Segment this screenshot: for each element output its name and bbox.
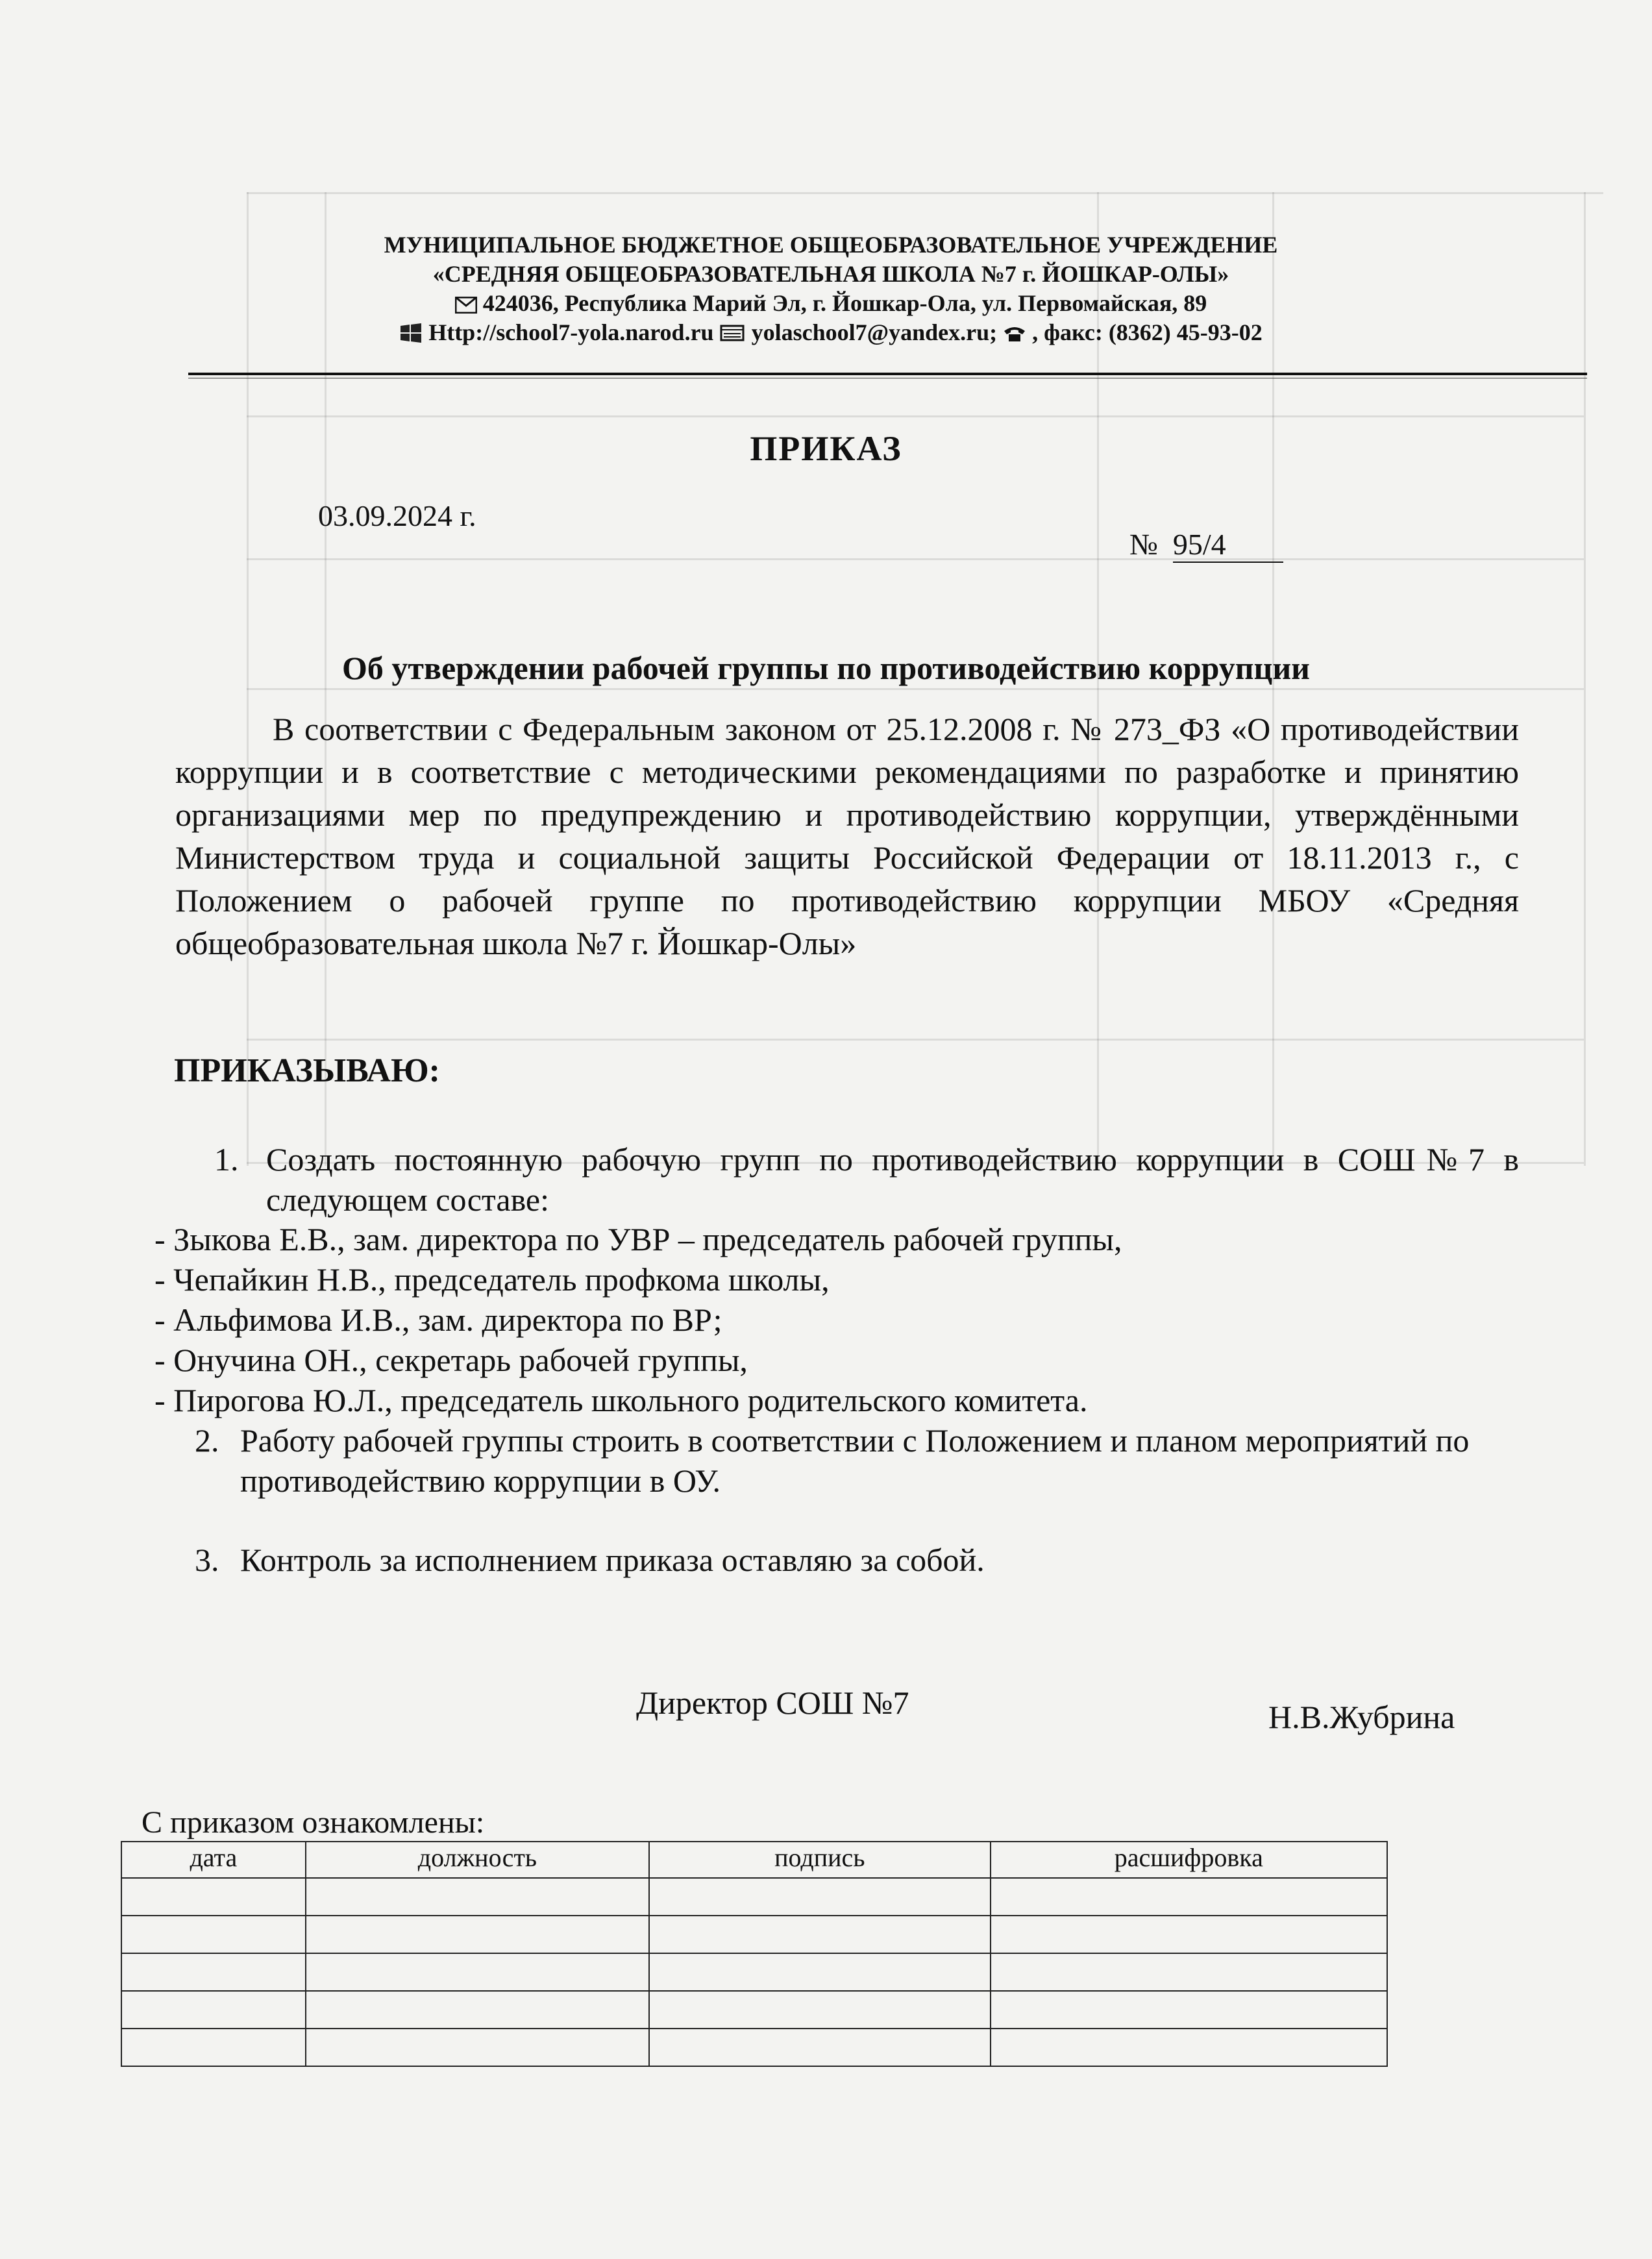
member-item: - Альфимова И.В., зам. директора по ВР; <box>154 1302 722 1338</box>
item-text: Работу рабочей группы строить в соответствии с Положением и планом мероприятий по противодействию коррупции в ОУ. <box>240 1422 1470 1499</box>
org-contacts <box>195 318 1467 349</box>
item-number: 1. <box>214 1141 239 1178</box>
address-text: 424036, Республика Марий Эл, г. Йошкар-Ола, ул. Первомайская, 89 <box>482 290 1207 316</box>
preamble-paragraph: В соответствии с Федеральным законом от 25.12.2008 г. № 273_ФЗ «О противодействии коррупции и в соответствие с методическими рекомендациями по разработке и принятию организациями мер по предупреждению и противодействию коррупции, утверждёнными Министерством труда и социальной защиты Российской Федерации от 18.11.2013 г., с Положением о рабочей группе по противодействию коррупции МБОУ «Средняя общеобразовательная школа №7 г. Йошкар-Олы» <box>175 711 1519 961</box>
item-text: Создать постоянную рабочую групп по противодействию коррупции в СОШ№7 в следующем составе: <box>266 1141 1519 1218</box>
header-divider <box>188 373 1587 375</box>
document-title: ПРИКАЗ <box>750 429 902 468</box>
table-header-row <box>121 1842 1387 1878</box>
fax-text: , факс: (8362) 45-93-02 <box>1032 319 1263 345</box>
org-address <box>195 289 1467 320</box>
order-item-2 <box>195 1420 1525 1501</box>
column-header-position: должность <box>306 1842 649 1878</box>
order-subject: Об утверждении рабочей группы по противодействию коррупции <box>342 650 1310 686</box>
table-row <box>121 1991 1387 2029</box>
table-row <box>121 1878 1387 1916</box>
item-text: Контроль за исполнением приказа оставляю за собой. <box>240 1542 985 1578</box>
item-number: 3. <box>195 1542 219 1578</box>
signer-name: Н.В.Жубрина <box>1268 1699 1455 1735</box>
windows-icon <box>399 321 423 349</box>
order-word: ПРИКАЗЫВАЮ: <box>174 1052 440 1089</box>
acknowledgement-table <box>121 1841 1388 2067</box>
acknowledgement-label: С приказом ознакомлены: <box>142 1805 485 1840</box>
order-item-3 <box>195 1540 1525 1580</box>
members-list <box>154 1219 1122 1420</box>
envelope-icon <box>455 291 477 320</box>
order-number <box>1129 527 1283 563</box>
table-row <box>121 2029 1387 2066</box>
website-link[interactable]: Http://school7-yola.narod.ru <box>428 319 714 345</box>
column-header-date: дата <box>121 1842 306 1878</box>
mailbox-icon <box>720 321 746 349</box>
member-item: - Зыкова Е.В., зам. директора по УВР – председатель рабочей группы, <box>154 1221 1122 1257</box>
order-item-1 <box>214 1139 1519 1220</box>
email-link[interactable]: yolaschool7@yandex.ru; <box>751 319 998 345</box>
number-value: 95/4 <box>1173 527 1283 563</box>
number-sign: № <box>1129 528 1158 561</box>
signer-role: Директор СОШ №7 <box>636 1685 909 1721</box>
item-number: 2. <box>195 1422 219 1459</box>
phone-icon <box>1003 321 1026 349</box>
org-name-line1: МУНИЦИПАЛЬНОЕ БЮДЖЕТНОЕ ОБЩЕОБРАЗОВАТЕЛЬНОЕ УЧРЕЖДЕНИЕ <box>384 232 1278 258</box>
column-header-name: расшифровка <box>991 1842 1387 1878</box>
column-header-signature: подпись <box>649 1842 990 1878</box>
org-name-line2: «СРЕДНЯЯ ОБЩЕОБРАЗОВАТЕЛЬНАЯ ШКОЛА №7 г. ЙОШКАР-ОЛЫ» <box>432 261 1229 287</box>
table-row <box>121 1916 1387 1953</box>
member-item: - Онучина ОН., секретарь рабочей группы, <box>154 1342 748 1378</box>
member-item: - Чепайкин Н.В., председатель профкома школы, <box>154 1261 830 1298</box>
member-item: - Пирогова Ю.Л., председатель школьного родительского комитета. <box>154 1382 1088 1418</box>
table-row <box>121 1953 1387 1991</box>
order-date: 03.09.2024 г. <box>318 499 476 532</box>
